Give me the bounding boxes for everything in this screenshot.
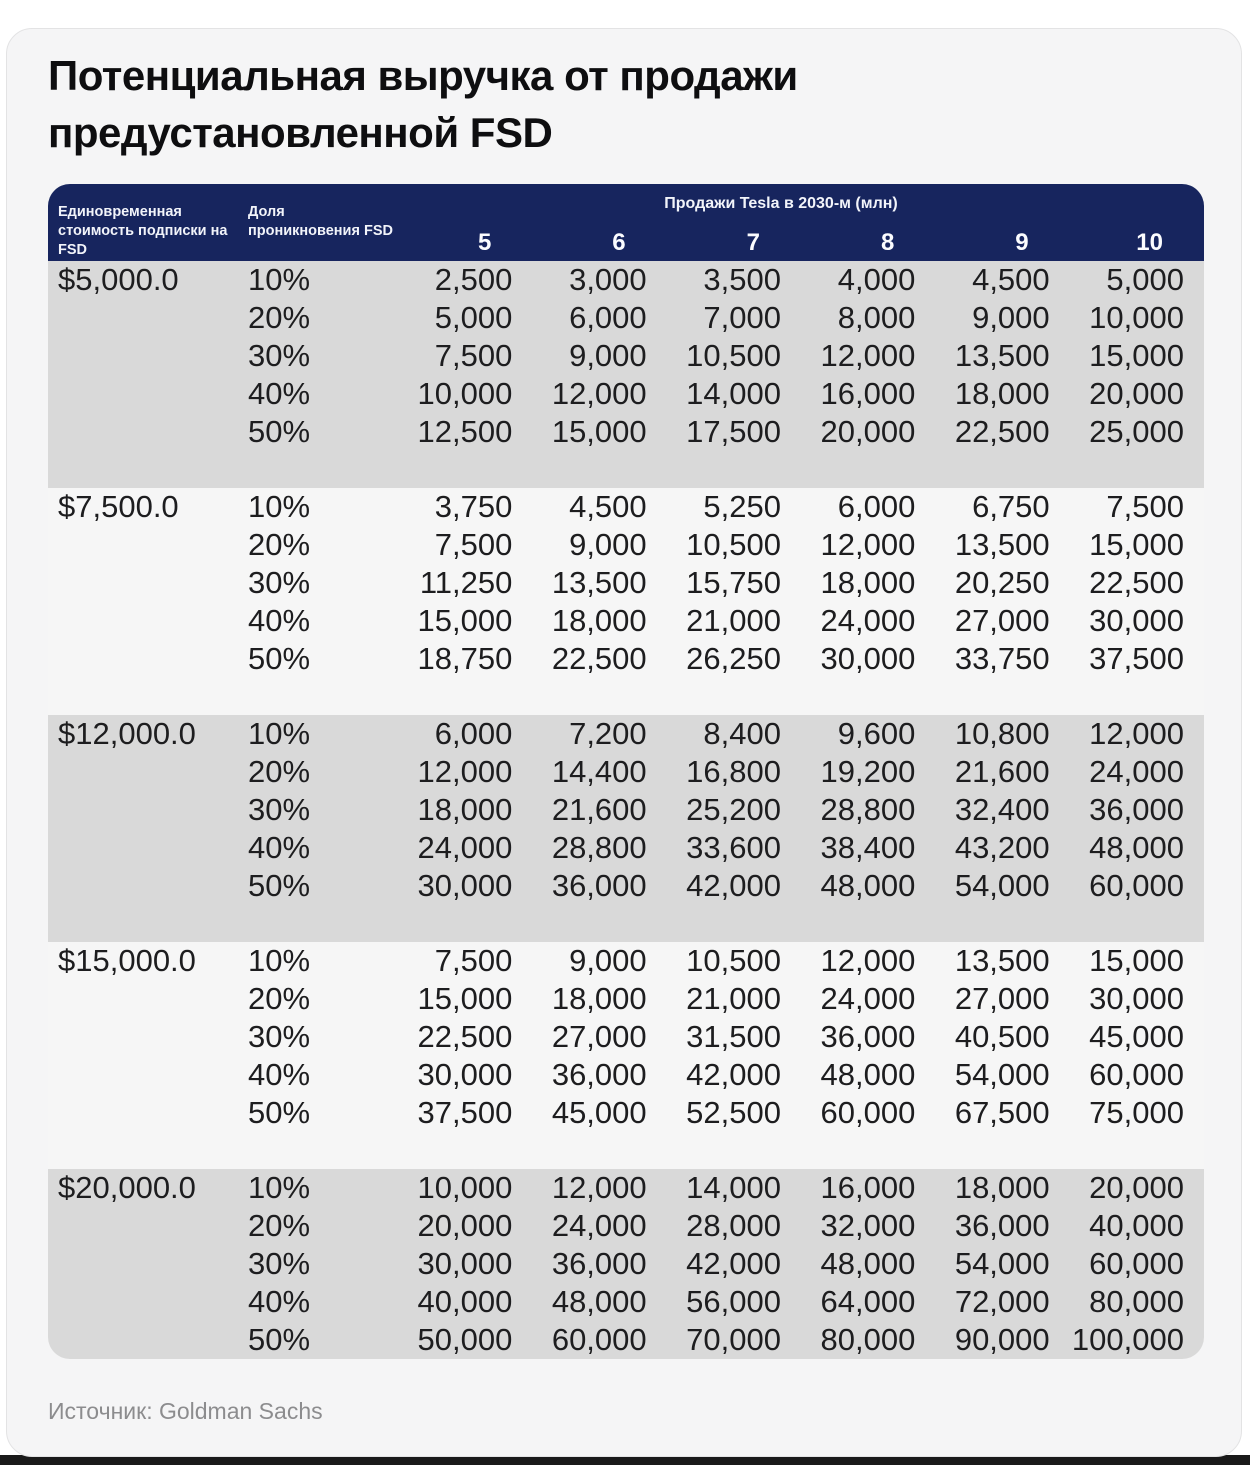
revenue-value-cell: 33,750 <box>954 641 1050 676</box>
table-row <box>48 413 1204 451</box>
revenue-value-cell: 45,000 <box>551 1095 647 1130</box>
price-cell <box>48 1321 248 1359</box>
revenue-value-cell: 30,000 <box>417 1057 513 1092</box>
revenue-value-cell: 6,000 <box>434 716 513 751</box>
revenue-value-cell: 10,000 <box>417 1170 513 1205</box>
revenue-value-cell: 72,000 <box>954 1284 1050 1319</box>
revenue-value-cell: 20,000 <box>417 1208 513 1243</box>
revenue-value-cell: 12,000 <box>820 527 916 562</box>
revenue-value-cell: 20,000 <box>1089 376 1184 411</box>
price-cell <box>48 1094 248 1132</box>
revenue-value-cell: 18,000 <box>551 981 647 1016</box>
revenue-value-cell: 21,000 <box>686 603 781 638</box>
revenue-value-cell: 13,500 <box>954 527 1050 562</box>
revenue-value-cell: 7,000 <box>703 300 781 335</box>
table-row <box>48 715 1204 753</box>
revenue-value-cell: 100,000 <box>1071 1322 1184 1357</box>
revenue-value-cell: 27,000 <box>954 981 1050 1016</box>
penetration-cell: 30% <box>248 565 311 600</box>
table-row <box>48 1169 1204 1207</box>
price-group <box>48 261 1204 488</box>
revenue-value-cell: 15,000 <box>417 603 513 638</box>
revenue-value-cell: 90,000 <box>954 1322 1050 1357</box>
revenue-value-cell: 15,000 <box>417 981 513 1016</box>
revenue-value-cell: 7,500 <box>1106 489 1184 524</box>
revenue-value-cell: 80,000 <box>1089 1284 1184 1319</box>
penetration-cell: 20% <box>248 527 311 562</box>
col-group-header-tesla-sales: Продажи Tesla в 2030-м (млн) <box>664 195 898 212</box>
penetration-cell: 50% <box>248 868 311 903</box>
price-cell: $15,000.0 <box>58 943 196 978</box>
revenue-value-cell: 32,400 <box>954 792 1050 827</box>
revenue-value-cell: 18,750 <box>417 641 513 676</box>
revenue-value-cell: 10,000 <box>1089 300 1184 335</box>
revenue-value-cell: 52,500 <box>686 1095 781 1130</box>
revenue-value-cell: 22,500 <box>1089 565 1184 600</box>
price-cell: $20,000.0 <box>58 1170 196 1205</box>
revenue-value-cell: 13,500 <box>954 338 1050 373</box>
source-note: Источник: Goldman Sachs <box>48 1398 323 1424</box>
penetration-cell: 40% <box>248 603 311 638</box>
penetration-cell: 50% <box>248 641 311 676</box>
revenue-value-cell: 12,000 <box>417 754 513 789</box>
revenue-value-cell: 17,500 <box>686 414 781 449</box>
price-group <box>48 1169 1204 1359</box>
revenue-value-cell: 21,000 <box>686 981 781 1016</box>
revenue-value-cell: 70,000 <box>686 1322 781 1357</box>
revenue-value-cell: 30,000 <box>1089 981 1184 1016</box>
revenue-value-cell: 21,600 <box>954 754 1050 789</box>
table-row <box>48 526 1204 564</box>
revenue-value-cell: 40,500 <box>954 1019 1050 1054</box>
price-cell <box>48 564 248 602</box>
price-cell <box>48 1283 248 1321</box>
revenue-value-cell: 7,500 <box>434 338 513 373</box>
revenue-value-cell: 54,000 <box>954 1057 1050 1092</box>
sales-column-header: 6 <box>612 229 626 256</box>
revenue-value-cell: 9,600 <box>837 716 916 751</box>
revenue-value-cell: 40,000 <box>1089 1208 1184 1243</box>
revenue-value-cell: 5,000 <box>434 300 513 335</box>
revenue-value-cell: 6,000 <box>837 489 916 524</box>
revenue-value-cell: 12,000 <box>820 943 916 978</box>
price-cell <box>48 337 248 375</box>
page-title: Потенциальная выручка от продажи предустановленной FSD <box>48 52 798 156</box>
price-cell <box>48 375 248 413</box>
price-cell: $7,500.0 <box>58 489 179 524</box>
revenue-value-cell: 2,500 <box>434 262 513 297</box>
table-body <box>48 261 1204 1359</box>
revenue-value-cell: 56,000 <box>686 1284 781 1319</box>
revenue-value-cell: 14,400 <box>551 754 647 789</box>
revenue-value-cell: 18,000 <box>954 1170 1050 1205</box>
revenue-value-cell: 36,000 <box>551 868 647 903</box>
table-row <box>48 261 1204 299</box>
price-cell <box>48 867 248 905</box>
revenue-value-cell: 24,000 <box>1089 754 1184 789</box>
penetration-cell: 10% <box>248 262 311 297</box>
revenue-value-cell: 9,000 <box>569 527 647 562</box>
table-row <box>48 1245 1204 1283</box>
revenue-value-cell: 64,000 <box>820 1284 916 1319</box>
revenue-value-cell: 15,000 <box>551 414 647 449</box>
revenue-value-cell: 48,000 <box>820 1057 916 1092</box>
revenue-value-cell: 9,000 <box>972 300 1050 335</box>
revenue-value-cell: 30,000 <box>820 641 916 676</box>
table-header <box>48 184 1204 261</box>
revenue-value-cell: 10,500 <box>686 943 781 978</box>
revenue-value-cell: 28,800 <box>820 792 916 827</box>
revenue-value-cell: 3,500 <box>703 262 781 297</box>
revenue-value-cell: 6,000 <box>569 300 647 335</box>
revenue-value-cell: 18,000 <box>417 792 513 827</box>
revenue-value-cell: 45,000 <box>1089 1019 1184 1054</box>
revenue-value-cell: 31,500 <box>686 1019 781 1054</box>
revenue-value-cell: 26,250 <box>686 641 781 676</box>
revenue-value-cell: 50,000 <box>417 1322 513 1357</box>
revenue-value-cell: 8,000 <box>837 300 916 335</box>
revenue-value-cell: 18,000 <box>820 565 916 600</box>
revenue-value-cell: 13,500 <box>551 565 647 600</box>
revenue-value-cell: 42,000 <box>686 1246 781 1281</box>
revenue-value-cell: 11,250 <box>419 565 513 600</box>
col-header-subscription-price: Единовременная стоимость подписки на FSD <box>58 204 228 258</box>
table-row <box>48 488 1204 526</box>
revenue-value-cell: 38,400 <box>820 830 916 865</box>
penetration-cell: 40% <box>248 1284 311 1319</box>
revenue-value-cell: 33,600 <box>686 830 781 865</box>
price-cell <box>48 413 248 451</box>
table-row <box>48 564 1204 602</box>
revenue-value-cell: 9,000 <box>569 943 647 978</box>
revenue-value-cell: 36,000 <box>954 1208 1050 1243</box>
revenue-value-cell: 20,000 <box>1089 1170 1184 1205</box>
revenue-value-cell: 16,000 <box>820 376 916 411</box>
revenue-value-cell: 4,000 <box>837 262 916 297</box>
revenue-value-cell: 48,000 <box>820 868 916 903</box>
revenue-value-cell: 54,000 <box>954 1246 1050 1281</box>
revenue-value-cell: 21,600 <box>551 792 647 827</box>
revenue-value-cell: 25,200 <box>686 792 781 827</box>
revenue-value-cell: 28,000 <box>686 1208 781 1243</box>
table-row <box>48 1283 1204 1321</box>
content-card <box>6 28 1242 1457</box>
table-row <box>48 829 1204 867</box>
table-row <box>48 299 1204 337</box>
revenue-value-cell: 24,000 <box>820 603 916 638</box>
penetration-cell: 40% <box>248 376 311 411</box>
sales-column-header: 5 <box>477 229 492 256</box>
revenue-value-cell: 20,000 <box>820 414 916 449</box>
revenue-value-cell: 60,000 <box>1089 1057 1184 1092</box>
table-row <box>48 753 1204 791</box>
revenue-value-cell: 75,000 <box>1089 1095 1184 1130</box>
revenue-value-cell: 3,750 <box>434 489 513 524</box>
penetration-cell: 20% <box>248 981 311 1016</box>
penetration-cell: 10% <box>248 489 311 524</box>
revenue-value-cell: 22,500 <box>551 641 647 676</box>
revenue-value-cell: 28,800 <box>551 830 647 865</box>
revenue-value-cell: 48,000 <box>1089 830 1184 865</box>
revenue-value-cell: 60,000 <box>551 1322 647 1357</box>
revenue-value-cell: 12,500 <box>417 414 513 449</box>
price-cell <box>48 1018 248 1056</box>
revenue-value-cell: 6,750 <box>972 489 1050 524</box>
table-row <box>48 337 1204 375</box>
revenue-value-cell: 14,000 <box>686 1170 781 1205</box>
revenue-value-cell: 5,250 <box>703 489 781 524</box>
revenue-value-cell: 10,500 <box>686 527 781 562</box>
revenue-value-cell: 3,000 <box>569 262 647 297</box>
revenue-value-cell: 10,500 <box>686 338 781 373</box>
revenue-value-cell: 15,000 <box>1089 527 1184 562</box>
revenue-value-cell: 9,000 <box>569 338 647 373</box>
sales-column-header: 7 <box>746 229 760 256</box>
revenue-value-cell: 27,000 <box>954 603 1050 638</box>
penetration-cell: 30% <box>248 1246 311 1281</box>
revenue-value-cell: 40,000 <box>417 1284 513 1319</box>
penetration-cell: 40% <box>248 830 311 865</box>
revenue-value-cell: 18,000 <box>551 603 647 638</box>
price-cell <box>48 829 248 867</box>
revenue-value-cell: 60,000 <box>1089 1246 1184 1281</box>
revenue-value-cell: 54,000 <box>954 868 1050 903</box>
penetration-cell: 10% <box>248 716 311 751</box>
revenue-value-cell: 30,000 <box>417 1246 513 1281</box>
revenue-value-cell: 7,200 <box>569 716 647 751</box>
price-cell <box>48 299 248 337</box>
price-cell <box>48 791 248 829</box>
revenue-value-cell: 20,250 <box>954 565 1050 600</box>
table-row <box>48 791 1204 829</box>
revenue-value-cell: 10,800 <box>954 716 1050 751</box>
penetration-cell: 50% <box>248 1322 311 1357</box>
penetration-cell: 30% <box>248 1019 311 1054</box>
revenue-value-cell: 36,000 <box>1089 792 1184 827</box>
penetration-cell: 50% <box>248 414 311 449</box>
penetration-cell: 10% <box>248 1170 311 1205</box>
revenue-value-cell: 14,000 <box>686 376 781 411</box>
price-cell <box>48 602 248 640</box>
price-cell <box>48 526 248 564</box>
revenue-value-cell: 8,400 <box>703 716 781 751</box>
revenue-value-cell: 22,500 <box>954 414 1050 449</box>
revenue-value-cell: 4,500 <box>972 262 1050 297</box>
penetration-cell: 50% <box>248 1095 311 1130</box>
penetration-cell: 40% <box>248 1057 311 1092</box>
sales-column-header: 9 <box>1015 229 1029 256</box>
table-row <box>48 1094 1204 1132</box>
penetration-cell: 30% <box>248 792 311 827</box>
revenue-value-cell: 19,200 <box>820 754 916 789</box>
revenue-value-cell: 16,800 <box>686 754 781 789</box>
table-row <box>48 602 1204 640</box>
price-group <box>48 942 1204 1169</box>
revenue-value-cell: 13,500 <box>954 943 1050 978</box>
sales-column-header: 8 <box>880 229 895 256</box>
revenue-value-cell: 7,500 <box>434 527 513 562</box>
revenue-value-cell: 32,000 <box>820 1208 916 1243</box>
sales-column-headers <box>378 229 1184 257</box>
revenue-value-cell: 37,500 <box>1089 641 1184 676</box>
table-row <box>48 942 1204 980</box>
revenue-value-cell: 43,200 <box>954 830 1050 865</box>
table-row <box>48 1321 1204 1359</box>
penetration-cell: 30% <box>248 338 311 373</box>
revenue-value-cell: 42,000 <box>686 868 781 903</box>
revenue-value-cell: 37,500 <box>417 1095 513 1130</box>
revenue-value-cell: 12,000 <box>1089 716 1184 751</box>
revenue-value-cell: 24,000 <box>820 981 916 1016</box>
revenue-value-cell: 36,000 <box>820 1019 916 1054</box>
table-row <box>48 640 1204 678</box>
revenue-value-cell: 24,000 <box>417 830 513 865</box>
revenue-value-cell: 15,000 <box>1089 338 1184 373</box>
price-cell <box>48 640 248 678</box>
revenue-value-cell: 42,000 <box>686 1057 781 1092</box>
price-cell <box>48 1245 248 1283</box>
fsd-revenue-table <box>48 184 1204 1359</box>
revenue-value-cell: 5,000 <box>1106 262 1184 297</box>
table-row <box>48 867 1204 905</box>
table-row <box>48 1018 1204 1056</box>
revenue-value-cell: 12,000 <box>551 376 647 411</box>
revenue-value-cell: 48,000 <box>820 1246 916 1281</box>
col-header-penetration: Доля проникновения FSD <box>248 204 393 239</box>
revenue-value-cell: 30,000 <box>417 868 513 903</box>
table-row <box>48 375 1204 413</box>
revenue-value-cell: 12,000 <box>551 1170 647 1205</box>
revenue-value-cell: 7,500 <box>434 943 513 978</box>
revenue-value-cell: 24,000 <box>551 1208 647 1243</box>
revenue-value-cell: 15,750 <box>686 565 781 600</box>
table-row <box>48 1056 1204 1094</box>
revenue-value-cell: 80,000 <box>820 1322 916 1357</box>
price-cell: $12,000.0 <box>58 716 196 751</box>
revenue-value-cell: 18,000 <box>954 376 1050 411</box>
revenue-value-cell: 67,500 <box>954 1095 1050 1130</box>
table-row <box>48 1207 1204 1245</box>
revenue-value-cell: 16,000 <box>820 1170 916 1205</box>
revenue-value-cell: 25,000 <box>1089 414 1184 449</box>
revenue-value-cell: 60,000 <box>820 1095 916 1130</box>
penetration-cell: 20% <box>248 300 311 335</box>
revenue-value-cell: 36,000 <box>551 1246 647 1281</box>
penetration-cell: 20% <box>248 1208 311 1243</box>
revenue-value-cell: 60,000 <box>1089 868 1184 903</box>
revenue-value-cell: 27,000 <box>551 1019 647 1054</box>
revenue-value-cell: 12,000 <box>820 338 916 373</box>
price-cell <box>48 1056 248 1094</box>
sales-column-header: 10 <box>1136 229 1163 256</box>
revenue-value-cell: 36,000 <box>551 1057 647 1092</box>
price-cell: $5,000.0 <box>58 262 179 297</box>
table-row <box>48 980 1204 1018</box>
penetration-cell: 10% <box>248 943 311 978</box>
price-cell <box>48 753 248 791</box>
price-group <box>48 488 1204 715</box>
price-cell <box>48 1207 248 1245</box>
revenue-value-cell: 30,000 <box>1089 603 1184 638</box>
revenue-value-cell: 22,500 <box>417 1019 513 1054</box>
price-cell <box>48 980 248 1018</box>
revenue-value-cell: 4,500 <box>569 489 647 524</box>
price-group <box>48 715 1204 942</box>
revenue-value-cell: 15,000 <box>1089 943 1184 978</box>
revenue-value-cell: 48,000 <box>551 1284 647 1319</box>
revenue-value-cell: 10,000 <box>417 376 513 411</box>
penetration-cell: 20% <box>248 754 311 789</box>
